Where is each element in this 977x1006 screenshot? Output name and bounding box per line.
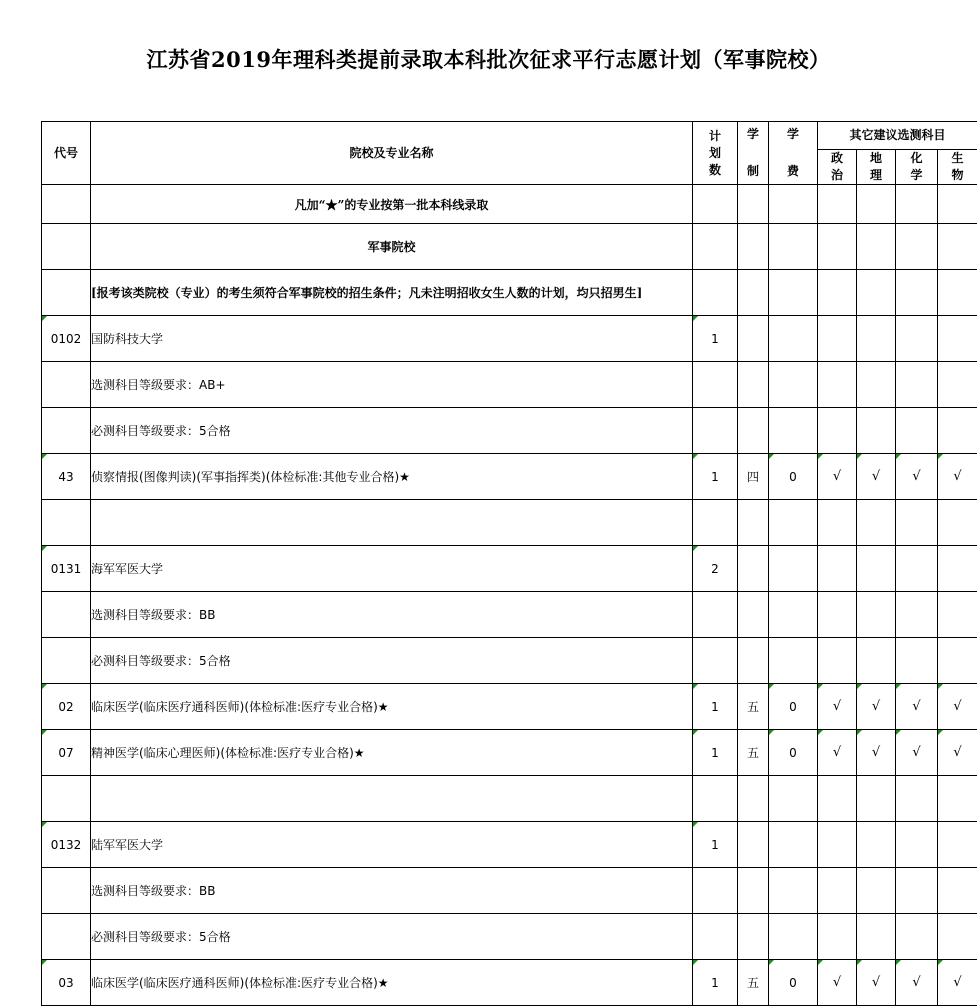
header-row — [42, 122, 977, 150]
row-fee — [769, 822, 818, 868]
row-tick-geography — [857, 592, 896, 638]
header-fee-char: 学 — [769, 126, 817, 143]
category-row — [42, 224, 977, 270]
row-name: 临床医学(临床医疗通科医师)(体检标准:医疗专业合格)★ — [91, 960, 693, 1006]
row-code: 0132 — [42, 822, 91, 868]
header-subject-biology — [938, 150, 977, 185]
row-tick-biology — [938, 546, 977, 592]
check-icon: √ — [953, 469, 961, 484]
row-code: 07 — [42, 730, 91, 776]
star-note: 凡加“★”的专业按第一批本科线录取 — [91, 185, 693, 224]
row-fee — [769, 546, 818, 592]
header-subject-politics — [818, 150, 857, 185]
row-tick-chemistry — [896, 500, 938, 546]
row-tick-chemistry — [896, 776, 938, 822]
plan-table — [41, 121, 977, 1006]
row-plan — [693, 914, 738, 960]
row-tick-politics — [818, 362, 857, 408]
check-icon: √ — [953, 975, 961, 990]
row-plan — [693, 776, 738, 822]
row-duration — [738, 638, 769, 684]
row-code: 43 — [42, 454, 91, 500]
row-code — [42, 868, 91, 914]
subject-char: 学 — [896, 167, 937, 184]
row-tick-politics — [818, 454, 857, 500]
row-name: 必测科目等级要求：5合格 — [91, 914, 693, 960]
check-icon: √ — [833, 699, 841, 714]
row-duration — [738, 914, 769, 960]
row-duration — [738, 776, 769, 822]
row-tick-politics — [818, 592, 857, 638]
header-duration-char: 学 — [738, 126, 768, 143]
table-row — [42, 546, 977, 592]
row-tick-biology — [938, 914, 977, 960]
row-tick-politics — [818, 408, 857, 454]
row-tick-biology — [938, 638, 977, 684]
row-name: 选测科目等级要求：AB+ — [91, 362, 693, 408]
row-plan: 1 — [693, 684, 738, 730]
row-duration: 五 — [738, 684, 769, 730]
header-plan-char: 划 — [693, 145, 737, 162]
row-tick-politics — [818, 638, 857, 684]
check-icon: √ — [833, 975, 841, 990]
row-tick-chemistry — [896, 408, 938, 454]
row-plan: 1 — [693, 822, 738, 868]
header-code: 代号 — [42, 122, 91, 185]
header-duration-char: 制 — [738, 163, 768, 180]
table-row — [42, 638, 977, 684]
row-tick-geography — [857, 362, 896, 408]
row-code — [42, 638, 91, 684]
header-duration — [738, 122, 769, 185]
row-tick-chemistry — [896, 592, 938, 638]
header-other-subjects: 其它建议选测科目 — [818, 122, 977, 150]
row-fee: 0 — [769, 684, 818, 730]
row-plan: 1 — [693, 454, 738, 500]
row-plan: 1 — [693, 730, 738, 776]
row-fee — [769, 868, 818, 914]
subject-char: 化 — [896, 150, 937, 167]
row-name: 必测科目等级要求：5合格 — [91, 638, 693, 684]
row-fee — [769, 316, 818, 362]
row-plan: 2 — [693, 546, 738, 592]
row-fee — [769, 638, 818, 684]
row-tick-biology — [938, 454, 977, 500]
row-fee — [769, 408, 818, 454]
row-tick-biology — [938, 960, 977, 1006]
row-name: 海军军医大学 — [91, 546, 693, 592]
row-tick-politics — [818, 914, 857, 960]
row-duration — [738, 822, 769, 868]
row-name: 国防科技大学 — [91, 316, 693, 362]
check-icon: √ — [953, 699, 961, 714]
row-tick-geography — [857, 500, 896, 546]
row-name — [91, 776, 693, 822]
row-tick-geography — [857, 914, 896, 960]
row-tick-chemistry — [896, 316, 938, 362]
row-duration — [738, 546, 769, 592]
row-duration: 五 — [738, 730, 769, 776]
table-row — [42, 408, 977, 454]
row-tick-chemistry — [896, 730, 938, 776]
row-duration — [738, 592, 769, 638]
subject-char: 治 — [818, 167, 856, 184]
page-title: 江苏省2019年理科类提前录取本科批次征求平行志愿计划（军事院校） — [0, 44, 977, 74]
row-tick-biology — [938, 730, 977, 776]
row-name: 精神医学(临床心理医师)(体检标准:医疗专业合格)★ — [91, 730, 693, 776]
check-icon: √ — [872, 975, 880, 990]
row-duration — [738, 362, 769, 408]
row-tick-chemistry — [896, 868, 938, 914]
row-name: 选测科目等级要求：BB — [91, 592, 693, 638]
check-icon: √ — [912, 745, 920, 760]
row-plan — [693, 868, 738, 914]
requirement-row — [42, 270, 977, 316]
row-tick-politics — [818, 546, 857, 592]
check-icon: √ — [872, 469, 880, 484]
check-icon: √ — [953, 745, 961, 760]
table-row — [42, 914, 977, 960]
table-row — [42, 316, 977, 362]
row-tick-geography — [857, 776, 896, 822]
row-plan — [693, 408, 738, 454]
row-tick-biology — [938, 500, 977, 546]
row-tick-politics — [818, 684, 857, 730]
check-icon: √ — [833, 745, 841, 760]
row-duration: 五 — [738, 960, 769, 1006]
row-code: 0102 — [42, 316, 91, 362]
row-tick-geography — [857, 454, 896, 500]
table-row — [42, 500, 977, 546]
row-tick-chemistry — [896, 684, 938, 730]
row-tick-geography — [857, 684, 896, 730]
header-fee-char: 费 — [769, 163, 817, 180]
category-label: 军事院校 — [91, 224, 693, 270]
table-row — [42, 960, 977, 1006]
row-code: 02 — [42, 684, 91, 730]
subject-char: 生 — [938, 150, 977, 167]
row-tick-geography — [857, 408, 896, 454]
subject-char: 地 — [857, 150, 895, 167]
row-code — [42, 500, 91, 546]
row-fee — [769, 500, 818, 546]
row-tick-politics — [818, 960, 857, 1006]
row-tick-geography — [857, 638, 896, 684]
header-subject-geography — [857, 150, 896, 185]
row-code — [42, 408, 91, 454]
row-fee — [769, 914, 818, 960]
note-row — [42, 185, 977, 224]
row-code: 0131 — [42, 546, 91, 592]
row-plan — [693, 500, 738, 546]
row-fee — [769, 592, 818, 638]
row-tick-biology — [938, 684, 977, 730]
header-name: 院校及专业名称 — [91, 122, 693, 185]
row-tick-geography — [857, 316, 896, 362]
check-icon: √ — [912, 469, 920, 484]
row-tick-chemistry — [896, 960, 938, 1006]
row-tick-chemistry — [896, 454, 938, 500]
row-fee: 0 — [769, 730, 818, 776]
row-code — [42, 592, 91, 638]
row-tick-biology — [938, 316, 977, 362]
row-tick-politics — [818, 316, 857, 362]
row-tick-politics — [818, 776, 857, 822]
row-tick-politics — [818, 868, 857, 914]
table-row — [42, 868, 977, 914]
header-fee — [769, 122, 818, 185]
row-code — [42, 362, 91, 408]
row-name: 临床医学(临床医疗通科医师)(体检标准:医疗专业合格)★ — [91, 684, 693, 730]
row-tick-geography — [857, 960, 896, 1006]
check-icon: √ — [912, 975, 920, 990]
row-tick-chemistry — [896, 638, 938, 684]
row-tick-biology — [938, 362, 977, 408]
row-tick-chemistry — [896, 914, 938, 960]
row-name: 侦察情报(图像判读)(军事指挥类)(体检标准:其他专业合格)★ — [91, 454, 693, 500]
table-row — [42, 776, 977, 822]
row-name — [91, 500, 693, 546]
table-row — [42, 362, 977, 408]
check-icon: √ — [912, 699, 920, 714]
subject-char: 物 — [938, 167, 977, 184]
row-tick-biology — [938, 776, 977, 822]
row-code — [42, 914, 91, 960]
table-row — [42, 730, 977, 776]
header-subject-chemistry — [896, 150, 938, 185]
row-tick-politics — [818, 500, 857, 546]
row-name: 陆军军医大学 — [91, 822, 693, 868]
check-icon: √ — [872, 745, 880, 760]
requirement-note: [报考该类院校（专业）的考生须符合军事院校的招生条件；凡未注明招收女生人数的计划，均只招男生] — [91, 270, 693, 316]
table-row — [42, 454, 977, 500]
row-tick-biology — [938, 868, 977, 914]
row-code — [42, 776, 91, 822]
table-row — [42, 684, 977, 730]
row-duration — [738, 500, 769, 546]
row-tick-chemistry — [896, 362, 938, 408]
table-row — [42, 592, 977, 638]
row-tick-politics — [818, 822, 857, 868]
row-tick-politics — [818, 730, 857, 776]
row-tick-biology — [938, 592, 977, 638]
row-tick-geography — [857, 546, 896, 592]
header-plan-char: 计 — [693, 128, 737, 145]
subject-char: 政 — [818, 150, 856, 167]
row-tick-geography — [857, 868, 896, 914]
check-icon: √ — [833, 469, 841, 484]
row-duration: 四 — [738, 454, 769, 500]
row-fee: 0 — [769, 960, 818, 1006]
row-fee — [769, 362, 818, 408]
header-plan-char: 数 — [693, 162, 737, 179]
row-plan — [693, 362, 738, 408]
row-duration — [738, 868, 769, 914]
row-tick-chemistry — [896, 546, 938, 592]
row-tick-geography — [857, 730, 896, 776]
subject-char: 理 — [857, 167, 895, 184]
row-plan — [693, 638, 738, 684]
check-icon: √ — [872, 699, 880, 714]
row-tick-geography — [857, 822, 896, 868]
row-duration — [738, 408, 769, 454]
header-plan — [693, 122, 738, 185]
row-tick-biology — [938, 822, 977, 868]
row-fee — [769, 776, 818, 822]
row-tick-biology — [938, 408, 977, 454]
table-row — [42, 822, 977, 868]
row-code: 03 — [42, 960, 91, 1006]
row-duration — [738, 316, 769, 362]
row-plan: 1 — [693, 316, 738, 362]
row-fee: 0 — [769, 454, 818, 500]
row-plan — [693, 592, 738, 638]
row-name: 必测科目等级要求：5合格 — [91, 408, 693, 454]
row-plan: 1 — [693, 960, 738, 1006]
row-name: 选测科目等级要求：BB — [91, 868, 693, 914]
row-tick-chemistry — [896, 822, 938, 868]
